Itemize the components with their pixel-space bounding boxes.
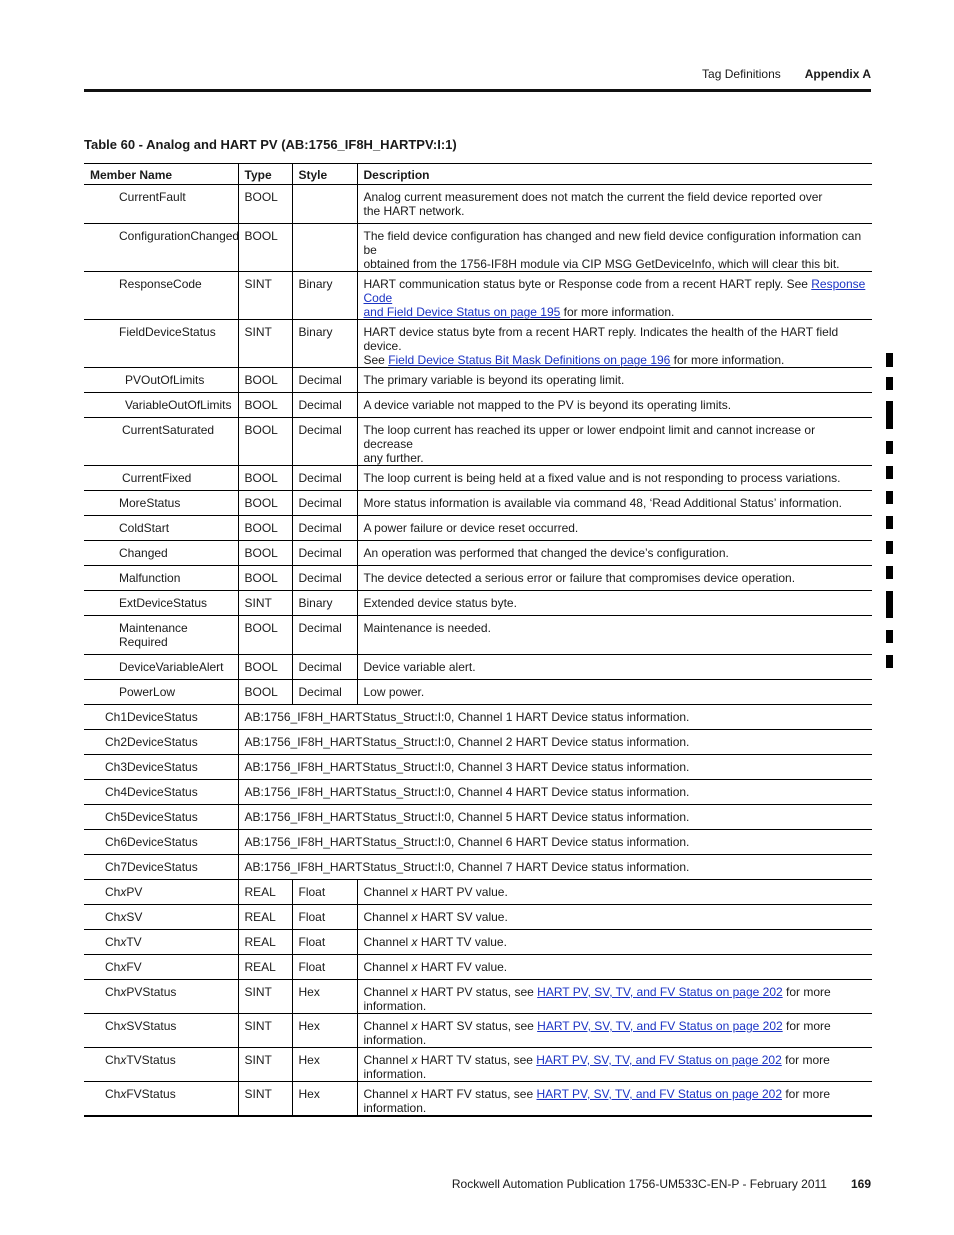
style-cell: Decimal — [292, 393, 357, 418]
member-name: VariableOutOfLimits — [84, 393, 238, 418]
style-cell: Binary — [292, 591, 357, 616]
type-cell: SINT — [238, 980, 292, 1014]
table-row — [84, 680, 872, 705]
name-prefix: Ch — [105, 1087, 121, 1101]
description-cell: An operation was performed that changed the device’s configuration. — [357, 541, 872, 566]
type-cell: BOOL — [238, 655, 292, 680]
name-suffix: SV — [126, 910, 143, 924]
table-row — [84, 393, 872, 418]
style-cell: Decimal — [292, 616, 357, 655]
style-cell: Float — [292, 930, 357, 955]
style-cell — [292, 224, 357, 272]
table-row — [84, 855, 872, 880]
member-name: Ch7DeviceStatus — [84, 855, 238, 880]
member-name: Malfunction — [84, 566, 238, 591]
name-suffix: FV — [126, 960, 142, 974]
table-row — [84, 930, 872, 955]
description-text: for more information. — [560, 305, 675, 319]
table-row — [84, 616, 872, 655]
description-text: Channel — [363, 985, 412, 999]
description-cell — [357, 320, 872, 368]
name-variable: x — [120, 1019, 127, 1033]
description-text: for more information. — [670, 353, 785, 367]
description-text: for more information. — [363, 1087, 831, 1115]
member-name: MoreStatus — [84, 491, 238, 516]
description-text: HART SV status, see — [417, 1019, 538, 1033]
name-suffix: TV — [126, 935, 142, 949]
change-bar — [886, 466, 893, 479]
description-cell: Device variable alert. — [357, 655, 872, 680]
change-bar — [886, 377, 893, 390]
style-cell — [292, 185, 357, 224]
description-cell — [357, 880, 872, 905]
description-variable: x — [411, 1019, 418, 1033]
bit-mask-link[interactable]: Field Device Status Bit Mask Definitions on page 196 — [388, 353, 671, 367]
name-variable: x — [120, 935, 127, 949]
response-code-link-cont[interactable]: and Field Device Status on page 195 — [363, 305, 561, 319]
table-row — [84, 541, 872, 566]
name-suffix: SVStatus — [126, 1019, 177, 1033]
table-row — [84, 1048, 872, 1082]
member-name — [84, 616, 238, 655]
style-cell: Decimal — [292, 418, 357, 466]
table-row — [84, 516, 872, 541]
description-variable: x — [411, 960, 418, 974]
table-row — [84, 805, 872, 830]
style-cell: Decimal — [292, 541, 357, 566]
type-cell: BOOL — [238, 393, 292, 418]
type-cell: BOOL — [238, 466, 292, 491]
name-prefix: Ch — [105, 885, 121, 899]
description-variable: x — [411, 935, 418, 949]
description-cell: AB:1756_IF8H_HARTStatus_Struct:I:0, Channel 2 HART Device status information. — [238, 730, 872, 755]
description-cell: Maintenance is needed. — [357, 616, 872, 655]
description-cell — [357, 980, 872, 1014]
description-cell: AB:1756_IF8H_HARTStatus_Struct:I:0, Channel 1 HART Device status information. — [238, 705, 872, 730]
description-text: Channel — [363, 1019, 412, 1033]
type-cell: BOOL — [238, 516, 292, 541]
type-cell: SINT — [238, 591, 292, 616]
description-text: HART TV value. — [417, 935, 507, 949]
table-row — [84, 1082, 872, 1117]
change-bar — [886, 491, 893, 504]
table-row — [84, 880, 872, 905]
description-text: Channel — [363, 1053, 412, 1067]
description-text: Channel — [363, 960, 412, 974]
style-cell: Decimal — [292, 680, 357, 705]
description-text: Channel — [363, 935, 412, 949]
hart-status-link[interactable]: HART PV, SV, TV, and FV Status on page 202 — [536, 1053, 782, 1067]
description-cell: AB:1756_IF8H_HARTStatus_Struct:I:0, Channel 3 HART Device status information. — [238, 755, 872, 780]
type-cell: BOOL — [238, 616, 292, 655]
description-variable: x — [411, 1053, 418, 1067]
description-cell — [357, 224, 872, 272]
table-row — [84, 980, 872, 1014]
member-name: DeviceVariableAlert — [84, 655, 238, 680]
response-code-link[interactable]: Response Code — [363, 277, 866, 305]
description-text: HART PV status, see — [417, 985, 538, 999]
name-prefix: Ch — [105, 910, 121, 924]
col-header-type: Type — [238, 164, 292, 185]
table-row — [84, 272, 872, 320]
header-appendix: Appendix A — [804, 67, 871, 81]
table-header-row — [84, 164, 872, 185]
member-name — [84, 1014, 238, 1048]
table-row — [84, 780, 872, 805]
table-caption: Table 60 - Analog and HART PV (AB:1756_IF8H_HARTPV:I:1) — [84, 137, 457, 152]
description-variable: x — [411, 1087, 418, 1101]
member-name: Ch5DeviceStatus — [84, 805, 238, 830]
col-header-member: Member Name — [84, 164, 238, 185]
member-name: PVOutOfLimits — [84, 368, 238, 393]
member-name: Ch1DeviceStatus — [84, 705, 238, 730]
hart-status-link[interactable]: HART PV, SV, TV, and FV Status on page 202 — [537, 985, 783, 999]
running-header — [0, 66, 871, 82]
member-name-line: Maintenance — [119, 621, 188, 635]
change-bar — [886, 591, 893, 618]
change-bar — [886, 401, 893, 429]
style-cell: Decimal — [292, 466, 357, 491]
member-name: CurrentSaturated — [84, 418, 238, 466]
description-text: Channel — [363, 910, 412, 924]
description-cell: More status information is available via command 48, ‘Read Additional Status’ information. — [357, 491, 872, 516]
type-cell: BOOL — [238, 368, 292, 393]
description-cell — [357, 1082, 872, 1117]
type-cell: BOOL — [238, 185, 292, 224]
description-cell — [357, 955, 872, 980]
description-text: Channel — [363, 1087, 412, 1101]
description-variable: x — [411, 910, 418, 924]
name-prefix: Ch — [105, 1053, 121, 1067]
description-line: the HART network. — [363, 204, 465, 218]
table-row — [84, 320, 872, 368]
description-text: HART PV value. — [417, 885, 508, 899]
style-cell: Hex — [292, 1082, 357, 1117]
name-prefix: Ch — [105, 1019, 121, 1033]
description-line: Analog current measurement does not match the current the field device reported over — [363, 190, 823, 204]
member-name: Ch2DeviceStatus — [84, 730, 238, 755]
description-cell — [357, 185, 872, 224]
hart-status-link[interactable]: HART PV, SV, TV, and FV Status on page 202 — [536, 1087, 782, 1101]
table-row — [84, 655, 872, 680]
type-cell: BOOL — [238, 491, 292, 516]
name-variable: x — [120, 1087, 127, 1101]
member-name — [84, 930, 238, 955]
table-row — [84, 1014, 872, 1048]
member-name — [84, 980, 238, 1014]
header-section: Tag Definitions — [702, 67, 781, 81]
footer-publication: Rockwell Automation Publication 1756-UM533C-EN-P - February 2011 — [451, 1177, 827, 1191]
change-bar — [886, 441, 893, 454]
style-cell: Float — [292, 955, 357, 980]
description-cell: AB:1756_IF8H_HARTStatus_Struct:I:0, Channel 4 HART Device status information. — [238, 780, 872, 805]
style-cell: Hex — [292, 1014, 357, 1048]
description-cell: The device detected a serious error or failure that compromises device operation. — [357, 566, 872, 591]
header-rule — [84, 89, 871, 92]
type-cell: SINT — [238, 320, 292, 368]
description-cell: AB:1756_IF8H_HARTStatus_Struct:I:0, Channel 5 HART Device status information. — [238, 805, 872, 830]
change-bar — [886, 541, 893, 554]
change-bar — [886, 655, 893, 668]
style-cell: Hex — [292, 980, 357, 1014]
description-cell — [357, 418, 872, 466]
description-cell: A device variable not mapped to the PV is beyond its operating limits. — [357, 393, 872, 418]
name-suffix: PVStatus — [126, 985, 177, 999]
description-line: any further. — [363, 451, 424, 465]
description-variable: x — [411, 985, 418, 999]
table-row — [84, 418, 872, 466]
description-cell — [357, 930, 872, 955]
type-cell: SINT — [238, 1014, 292, 1048]
member-name: CurrentFixed — [84, 466, 238, 491]
table-row — [84, 955, 872, 980]
member-name: Ch4DeviceStatus — [84, 780, 238, 805]
type-cell: REAL — [238, 905, 292, 930]
style-cell: Float — [292, 880, 357, 905]
name-variable: x — [120, 985, 127, 999]
description-cell — [357, 905, 872, 930]
member-name: CurrentFault — [84, 185, 238, 224]
description-cell: AB:1756_IF8H_HARTStatus_Struct:I:0, Channel 7 HART Device status information. — [238, 855, 872, 880]
description-cell: A power failure or device reset occurred. — [357, 516, 872, 541]
type-cell: SINT — [238, 1048, 292, 1082]
description-cell: Low power. — [357, 680, 872, 705]
page-footer — [0, 1176, 871, 1192]
hart-status-link[interactable]: HART PV, SV, TV, and FV Status on page 202 — [537, 1019, 783, 1033]
description-line: obtained from the 1756-IF8H module via CIP MSG GetDeviceInfo, which will clear this bit. — [363, 257, 840, 271]
description-variable: x — [411, 885, 418, 899]
type-cell: BOOL — [238, 680, 292, 705]
member-name: Ch3DeviceStatus — [84, 755, 238, 780]
change-bar — [886, 516, 893, 529]
name-suffix: PV — [126, 885, 143, 899]
table-row — [84, 566, 872, 591]
member-name: Changed — [84, 541, 238, 566]
name-suffix: TVStatus — [126, 1053, 176, 1067]
table-row — [84, 368, 872, 393]
description-cell — [357, 1014, 872, 1048]
col-header-description: Description — [357, 164, 872, 185]
type-cell: REAL — [238, 955, 292, 980]
table-row — [84, 830, 872, 855]
name-prefix: Ch — [105, 935, 121, 949]
member-name: ExtDeviceStatus — [84, 591, 238, 616]
style-cell: Decimal — [292, 516, 357, 541]
type-cell: BOOL — [238, 418, 292, 466]
change-bar — [886, 353, 893, 367]
name-variable: x — [120, 1053, 127, 1067]
description-cell: The primary variable is beyond its operating limit. — [357, 368, 872, 393]
table-row — [84, 466, 872, 491]
description-text: HART FV status, see — [417, 1087, 537, 1101]
member-name — [84, 905, 238, 930]
description-text: HART FV value. — [417, 960, 508, 974]
table-row — [84, 185, 872, 224]
type-cell: BOOL — [238, 224, 292, 272]
style-cell: Binary — [292, 272, 357, 320]
description-text: for more information. — [363, 985, 831, 1013]
member-name — [84, 1082, 238, 1117]
member-name-line: Required — [119, 635, 168, 649]
description-cell — [357, 272, 872, 320]
table-row — [84, 224, 872, 272]
member-name: ResponseCode — [84, 272, 238, 320]
member-name: FieldDeviceStatus — [84, 320, 238, 368]
member-name — [84, 1048, 238, 1082]
style-cell: Float — [292, 905, 357, 930]
description-text: HART TV status, see — [417, 1053, 537, 1067]
style-cell: Decimal — [292, 655, 357, 680]
name-prefix: Ch — [105, 985, 121, 999]
member-name — [84, 955, 238, 980]
style-cell: Binary — [292, 320, 357, 368]
description-text: for more information. — [363, 1053, 830, 1081]
member-name: ConfigurationChanged — [84, 224, 238, 272]
table-row — [84, 705, 872, 730]
table-row — [84, 491, 872, 516]
member-name — [84, 880, 238, 905]
style-cell: Decimal — [292, 368, 357, 393]
type-cell: SINT — [238, 272, 292, 320]
description-line: The field device configuration has changed and new field device configuration information can be — [363, 229, 862, 257]
description-line: The loop current has reached its upper or lower endpoint limit and cannot increase or decrease — [363, 423, 816, 451]
name-variable: x — [120, 960, 127, 974]
tag-table — [84, 163, 872, 1117]
type-cell: BOOL — [238, 566, 292, 591]
page-number: 169 — [850, 1177, 871, 1191]
type-cell: REAL — [238, 930, 292, 955]
table-row — [84, 730, 872, 755]
col-header-style: Style — [292, 164, 357, 185]
description-text: HART communication status byte or Response code from a recent HART reply. See — [363, 277, 812, 291]
member-name: PowerLow — [84, 680, 238, 705]
change-bar — [886, 630, 893, 643]
description-cell: The loop current is being held at a fixed value and is not responding to process variations. — [357, 466, 872, 491]
table-row — [84, 755, 872, 780]
name-suffix: FVStatus — [126, 1087, 176, 1101]
description-text: Channel — [363, 885, 412, 899]
name-variable: x — [120, 885, 127, 899]
style-cell: Decimal — [292, 566, 357, 591]
description-text: HART SV value. — [417, 910, 508, 924]
name-variable: x — [120, 910, 127, 924]
member-name: Ch6DeviceStatus — [84, 830, 238, 855]
description-cell: AB:1756_IF8H_HARTStatus_Struct:I:0, Channel 6 HART Device status information. — [238, 830, 872, 855]
description-text: See — [363, 353, 389, 367]
type-cell: BOOL — [238, 541, 292, 566]
table-row — [84, 591, 872, 616]
description-text: for more information. — [363, 1019, 831, 1047]
type-cell: REAL — [238, 880, 292, 905]
description-cell — [357, 1048, 872, 1082]
description-line: HART device status byte from a recent HART reply. Indicates the health of the HART field device. — [363, 325, 839, 353]
table-row — [84, 905, 872, 930]
type-cell: SINT — [238, 1082, 292, 1117]
style-cell: Hex — [292, 1048, 357, 1082]
name-prefix: Ch — [105, 960, 121, 974]
member-name: ColdStart — [84, 516, 238, 541]
description-cell: Extended device status byte. — [357, 591, 872, 616]
style-cell: Decimal — [292, 491, 357, 516]
change-bar — [886, 566, 893, 579]
